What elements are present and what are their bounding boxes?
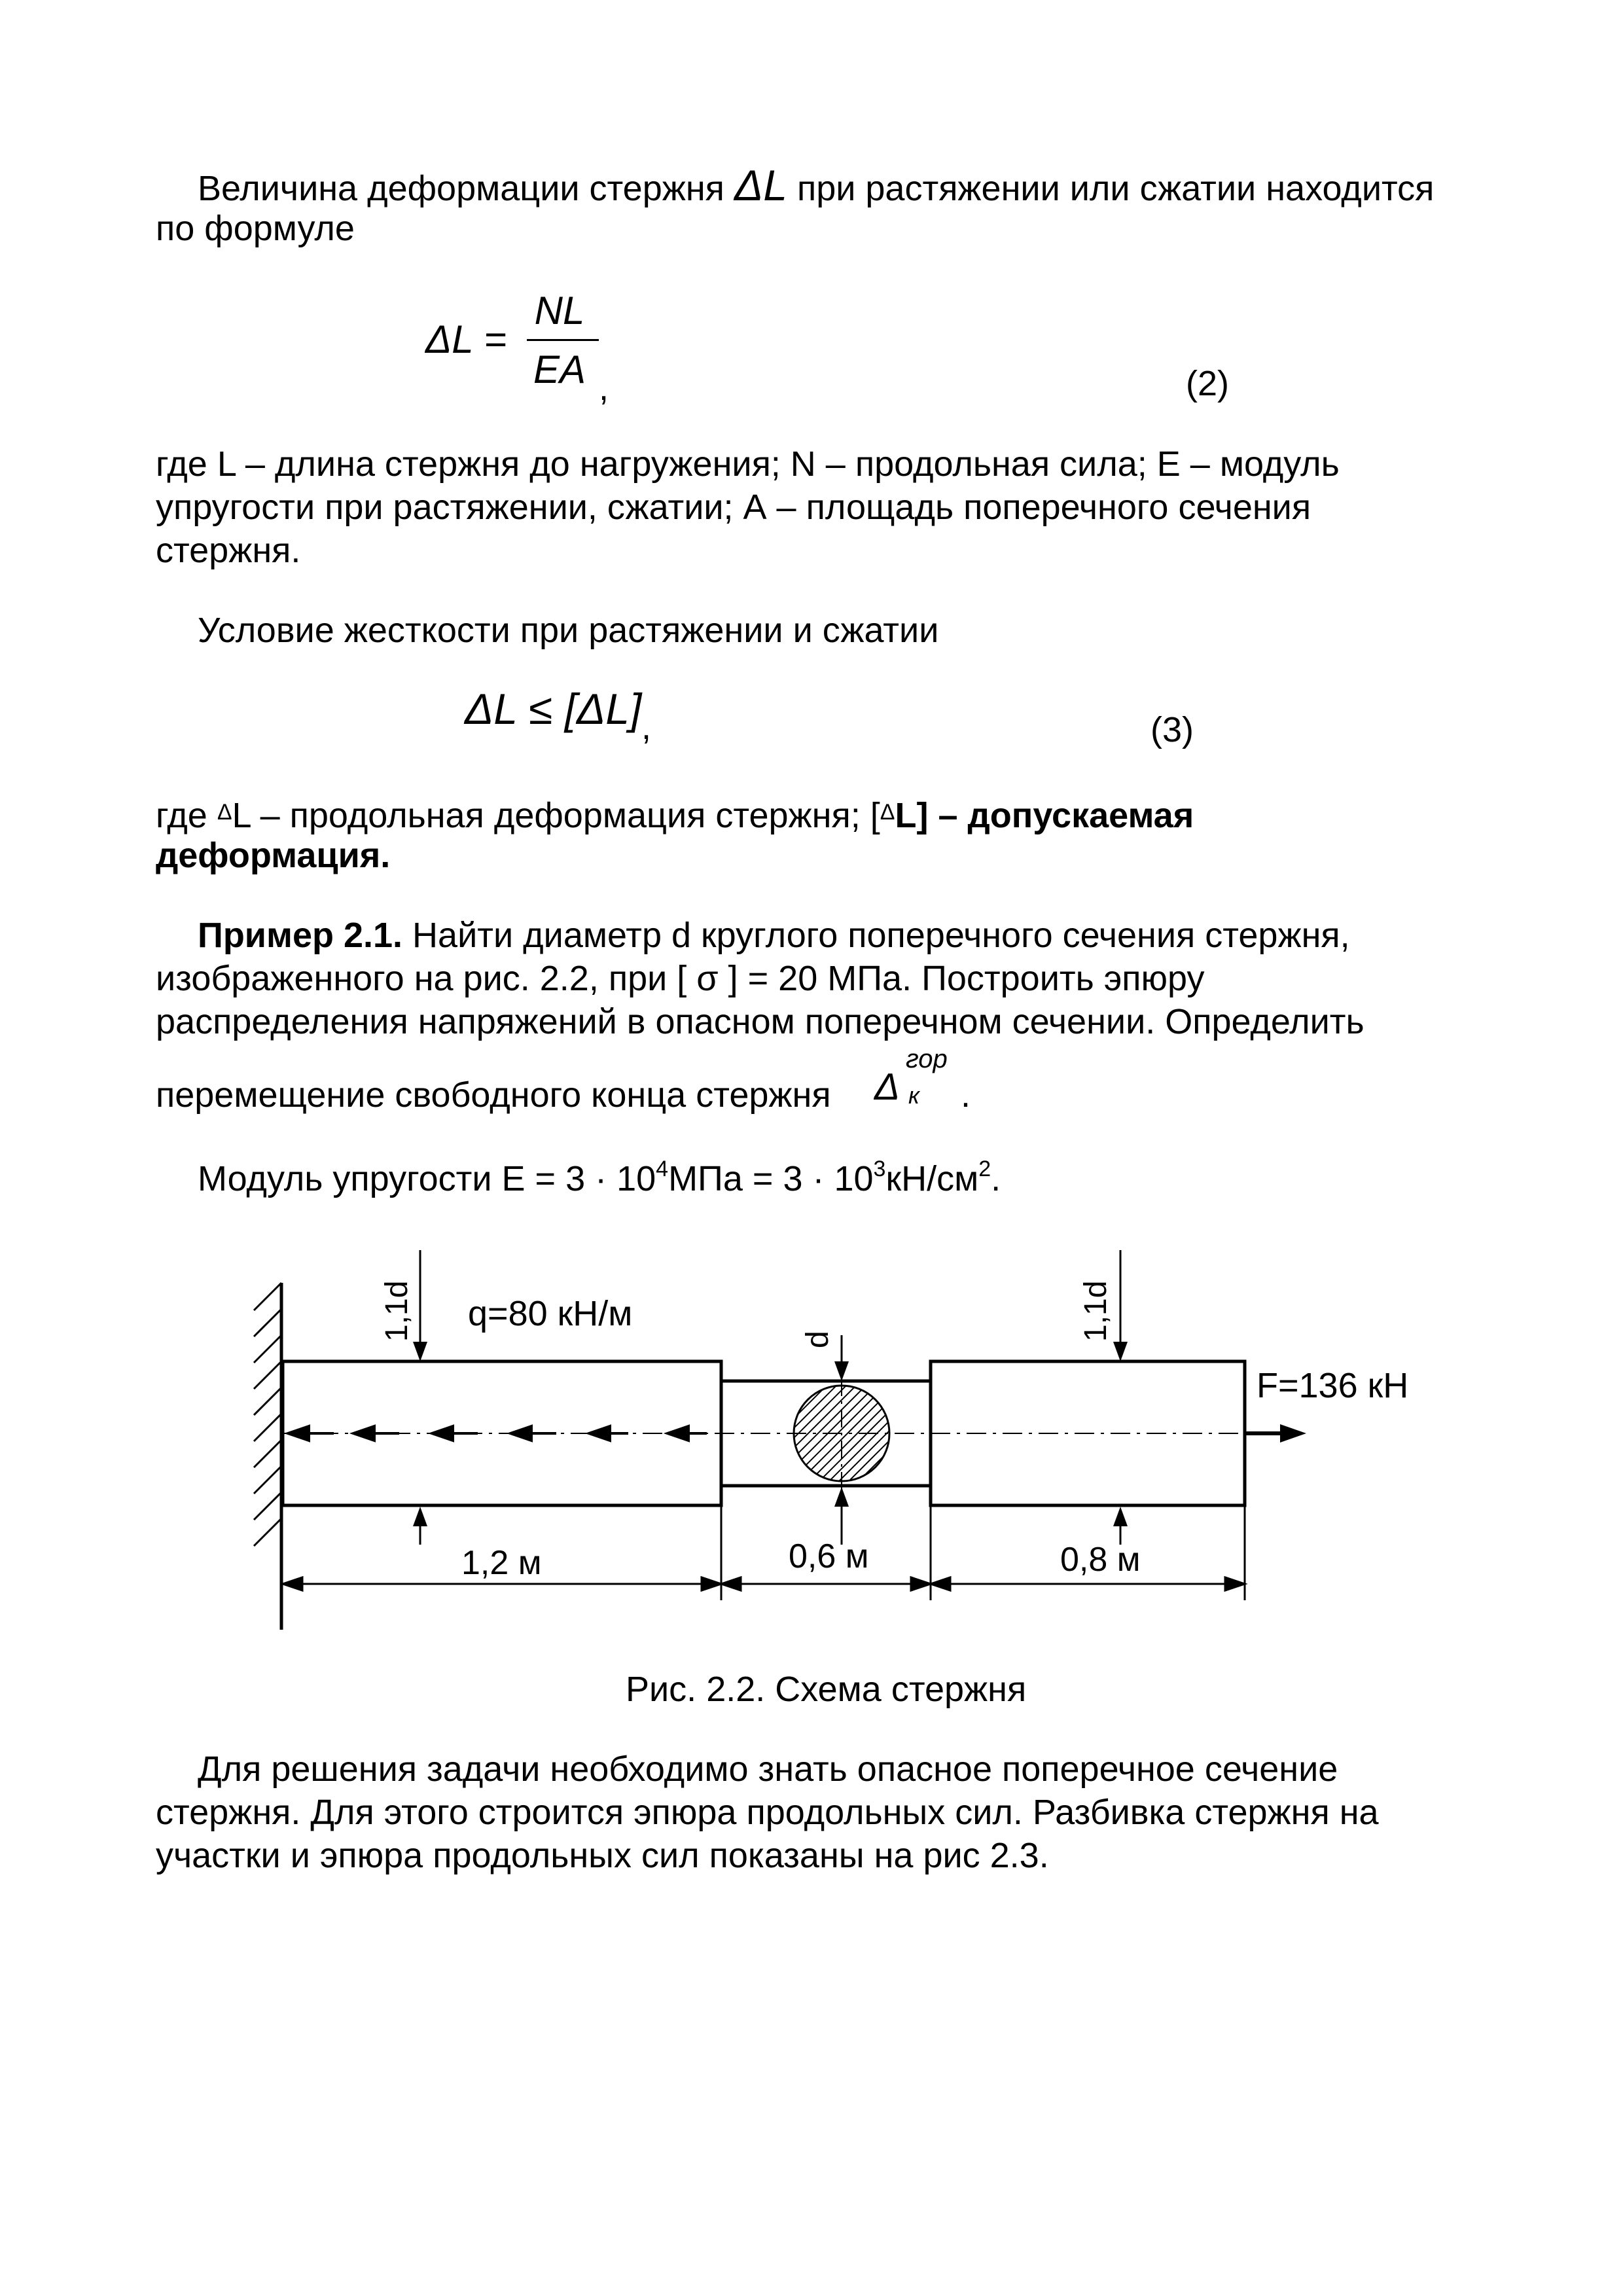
delta-gor-sub: к xyxy=(908,1082,919,1109)
dim-label-1: 1,2 м xyxy=(461,1544,542,1582)
wall-hatching xyxy=(254,1283,281,1546)
p2-line3: стержня. xyxy=(156,531,301,570)
formula3-number: (3) xyxy=(1150,710,1194,749)
example-line1: Пример 2.1. Найти диаметр d круглого поперечного сечения стержня, xyxy=(198,916,1350,955)
example-line3: распределения напряжений в опасном поперечном сечении. Определить xyxy=(156,1002,1364,1041)
formula2-comma: , xyxy=(599,368,609,408)
rod-diagram xyxy=(236,1237,1479,1656)
p4-line1: где $^\Delta$L – продольная деформация стержня; [$^\Delta$L] – допускаемая xyxy=(156,796,1194,835)
p5-line1: Для решения задачи необходимо знать опасное поперечное сечение xyxy=(198,1749,1338,1789)
figure-caption: Рис. 2.2. Схема стержня xyxy=(626,1670,1027,1709)
formula2-lhs: ΔL = xyxy=(425,317,507,361)
p5-line2: стержня. Для этого строится эпюра продольных сил. Разбивка стержня на xyxy=(156,1793,1379,1832)
label-d: d xyxy=(800,1331,835,1348)
formula2-bar xyxy=(527,339,599,341)
p3-line1: Условие жесткости при растяжении и сжатии xyxy=(198,611,939,650)
formula3-expr: ΔL ≤ [ΔL] xyxy=(465,685,642,733)
example-period: . xyxy=(961,1075,971,1115)
delta-gor-symbol: Δ xyxy=(874,1066,900,1108)
label-F: F=136 кН xyxy=(1257,1366,1409,1405)
example-label: Пример 2.1. xyxy=(198,916,403,955)
p2-line1: где L – длина стержня до нагружения; N – продольная сила; E – модуль xyxy=(156,444,1340,484)
delta-gor-sup: гор xyxy=(906,1045,948,1073)
label-q: q=80 кН/м xyxy=(468,1294,633,1333)
modulus-line: Модуль упругости $E = 3 \cdot 10^4МПа = 3 \cdot 10^3кН/см^2$. xyxy=(198,1157,1001,1198)
dim-label-3: 0,8 м xyxy=(1060,1541,1141,1579)
p1-line2: по формуле xyxy=(156,209,355,248)
p5-line3: участки и эпюра продольных сил показаны на рис 2.3. xyxy=(156,1836,1049,1875)
label-11d-left: 1,1d xyxy=(380,1280,414,1342)
formula3-comma: , xyxy=(641,708,652,747)
formula2-denominator: EA xyxy=(533,348,586,391)
formula2-numerator: NL xyxy=(534,289,585,332)
delta-l-symbol: ΔL xyxy=(734,161,787,209)
delta-small-1: Δ xyxy=(217,800,232,825)
formula2-number: (2) xyxy=(1186,364,1229,403)
p4-line2: деформация. xyxy=(156,836,391,875)
label-11d-right: 1,1d xyxy=(1079,1280,1113,1342)
example-line4: перемещение свободного конца стержня xyxy=(156,1075,831,1115)
example-line2: изображенного на рис. 2.2, при [ σ ] = 20 МПа. Построить эпюру xyxy=(156,959,1205,998)
dim-label-2: 0,6 м xyxy=(789,1537,869,1575)
p2-line2: упругости при растяжении, сжатии; А – площадь поперечного сечения xyxy=(156,488,1311,527)
p1-line1: Величина деформации стержня ΔL при растяжении или сжатии находится xyxy=(198,161,1435,209)
delta-small-2: Δ xyxy=(880,800,895,825)
dimension-lines xyxy=(283,1577,1245,1590)
